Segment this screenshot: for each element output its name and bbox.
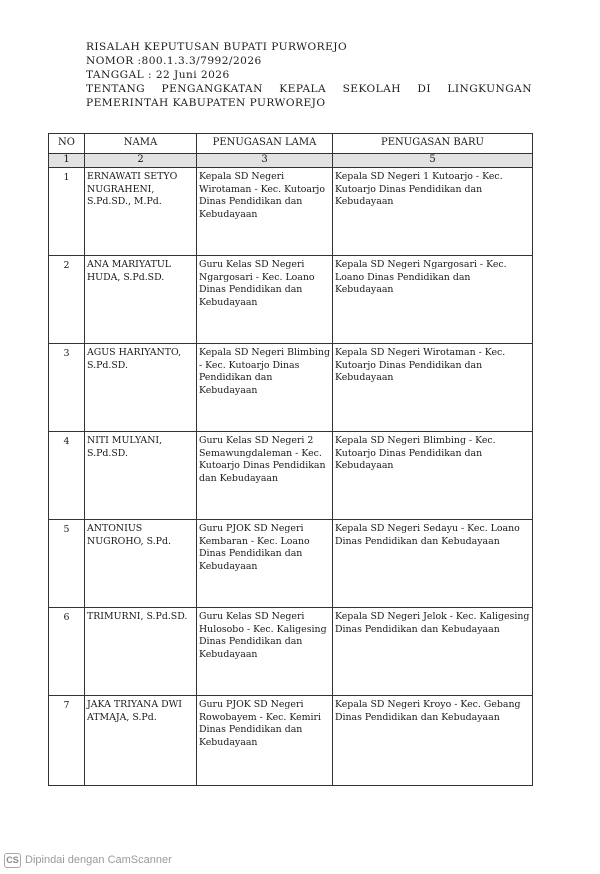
- person-name: ANTONIUS NUGROHO, S.Pd.: [85, 520, 197, 608]
- previous-assignment: Guru Kelas SD Negeri 2 Semawungdaleman - Kec. Kutoarjo Dinas Pendidikan dan Kebudayaan: [197, 432, 333, 520]
- previous-assignment: Guru Kelas SD Negeri Hulosobo - Kec. Kaligesing Dinas Pendidikan dan Kebudayaan: [197, 608, 333, 696]
- new-assignment: Kepala SD Negeri 1 Kutoarjo - Kec. Kutoarjo Dinas Pendidikan dan Kebudayaan: [333, 168, 533, 256]
- previous-assignment: Guru PJOK SD Negeri Rowobayem - Kec. Kemiri Dinas Pendidikan dan Kebudayaan: [197, 696, 333, 786]
- person-name: TRIMURNI, S.Pd.SD.: [85, 608, 197, 696]
- scanner-watermark: [4, 852, 172, 868]
- decree-date: TANGGAL : 22 Juni 2026: [86, 69, 230, 81]
- row-number: 2: [49, 256, 85, 344]
- document-title: RISALAH KEPUTUSAN BUPATI PURWOREJO: [86, 41, 348, 53]
- table-row: [49, 168, 533, 256]
- table-row: [49, 520, 533, 608]
- table-row: [49, 344, 533, 432]
- decree-subject: TENTANG PENGANGKATAN KEPALA SEKOLAH DI LINGKUNGAN PEMERINTAH KABUPATEN PURWOREJO: [86, 83, 532, 109]
- row-number: 5: [49, 520, 85, 608]
- row-number: 4: [49, 432, 85, 520]
- new-assignment: Kepala SD Negeri Sedayu - Kec. Loano Dinas Pendidikan dan Kebudayaan: [333, 520, 533, 608]
- row-number: 1: [49, 168, 85, 256]
- column-number: 1: [49, 154, 85, 168]
- column-number: 3: [197, 154, 333, 168]
- table-row: [49, 432, 533, 520]
- decree-number: NOMOR :800.1.3.3/7992/2026: [86, 55, 262, 67]
- new-assignment: Kepala SD Negeri Blimbing - Kec. Kutoarjo Dinas Pendidikan dan Kebudayaan: [333, 432, 533, 520]
- person-name: ANA MARIYATUL HUDA, S.Pd.SD.: [85, 256, 197, 344]
- column-number: 2: [85, 154, 197, 168]
- previous-assignment: Guru PJOK SD Negeri Kembaran - Kec. Loano Dinas Pendidikan dan Kebudayaan: [197, 520, 333, 608]
- person-name: NITI MULYANI, S.Pd.SD.: [85, 432, 197, 520]
- previous-assignment: Kepala SD Negeri Blimbing - Kec. Kutoarjo Dinas Pendidikan dan Kebudayaan: [197, 344, 333, 432]
- previous-assignment: Kepala SD Negeri Wirotaman - Kec. Kutoarjo Dinas Pendidikan dan Kebudayaan: [197, 168, 333, 256]
- column-number: 5: [333, 154, 533, 168]
- person-name: ERNAWATI SETYO NUGRAHENI, S.Pd.SD., M.Pd.: [85, 168, 197, 256]
- new-assignment: Kepala SD Negeri Jelok - Kec. Kaligesing Dinas Pendidikan dan Kebudayaan: [333, 608, 533, 696]
- column-header-penugasan-baru: PENUGASAN BARU: [333, 134, 533, 154]
- table-row: [49, 608, 533, 696]
- appointment-table: [48, 133, 533, 786]
- table-row: [49, 696, 533, 786]
- new-assignment: Kepala SD Negeri Wirotaman - Kec. Kutoarjo Dinas Pendidikan dan Kebudayaan: [333, 344, 533, 432]
- person-name: AGUS HARIYANTO, S.Pd.SD.: [85, 344, 197, 432]
- column-header-penugasan-lama: PENUGASAN LAMA: [197, 134, 333, 154]
- row-number: 7: [49, 696, 85, 786]
- column-number-row: [49, 154, 533, 168]
- new-assignment: Kepala SD Negeri Kroyo - Kec. Gebang Dinas Pendidikan dan Kebudayaan: [333, 696, 533, 786]
- row-number: 6: [49, 608, 85, 696]
- row-number: 3: [49, 344, 85, 432]
- column-header-no: NO: [49, 134, 85, 154]
- camscanner-logo-icon: CS: [4, 853, 21, 868]
- table-row: [49, 256, 533, 344]
- table-header-row: [49, 134, 533, 154]
- watermark-text: Dipindai dengan CamScanner: [25, 854, 172, 866]
- document-header: [86, 40, 532, 110]
- previous-assignment: Guru Kelas SD Negeri Ngargosari - Kec. Loano Dinas Pendidikan dan Kebudayaan: [197, 256, 333, 344]
- new-assignment: Kepala SD Negeri Ngargosari - Kec. Loano Dinas Pendidikan dan Kebudayaan: [333, 256, 533, 344]
- column-header-nama: NAMA: [85, 134, 197, 154]
- person-name: JAKA TRIYANA DWI ATMAJA, S.Pd.: [85, 696, 197, 786]
